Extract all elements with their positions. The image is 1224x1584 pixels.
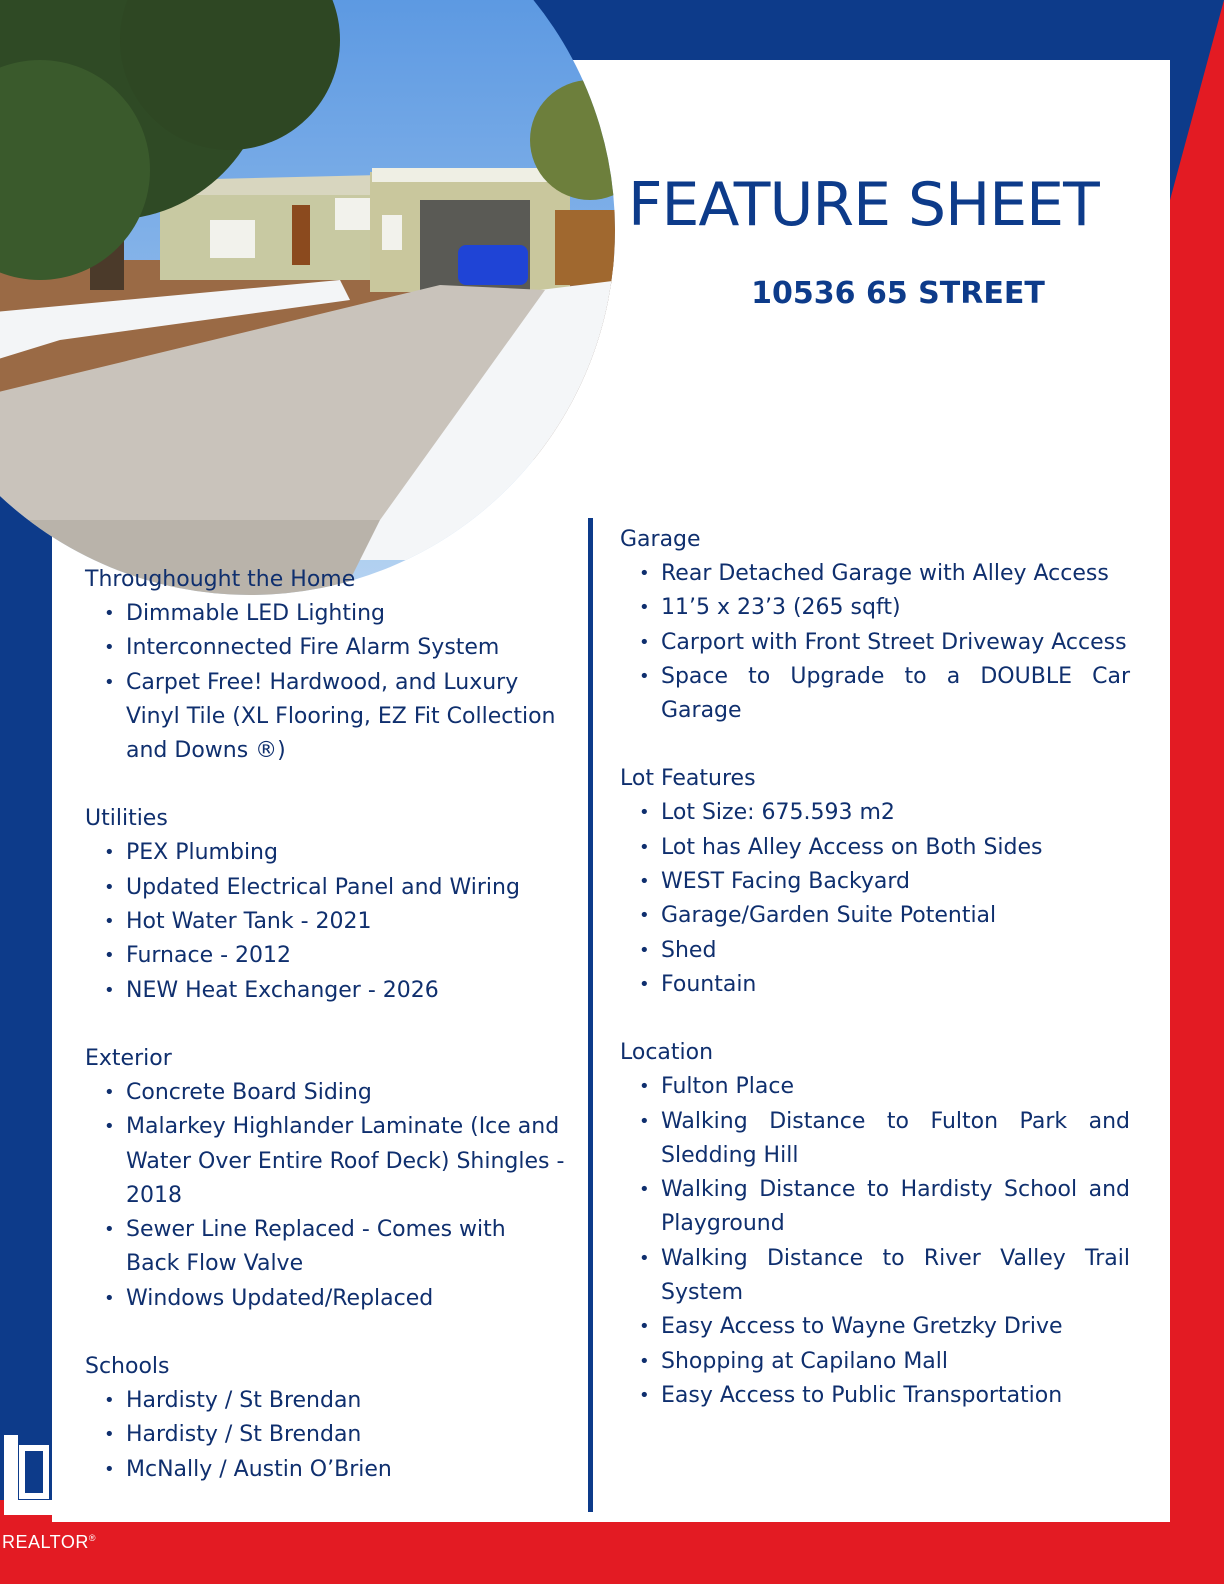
feature-list [85, 1076, 565, 1316]
section-title: Throughought the Home [85, 567, 356, 592]
list-item: • Hot Water Tank - 2021 [126, 905, 565, 939]
feature-list [620, 1070, 1130, 1413]
list-item: • Malarkey Highlander Laminate (Ice and Water Over Entire Roof Deck) Shingles - 2018 [126, 1110, 565, 1213]
list-item: • Shopping at Capilano Mall [661, 1345, 1130, 1379]
section-title: Utilities [85, 806, 168, 832]
right-column [620, 523, 1130, 1447]
list-item: • Lot Size: 675.593 m2 [661, 796, 1130, 830]
list-item: • Walking Distance to Fulton Park and Sledding Hill [661, 1105, 1130, 1174]
section-exterior [85, 1042, 565, 1316]
list-item: • Easy Access to Public Transportation [661, 1379, 1130, 1413]
list-item: • Carport with Front Street Driveway Access [661, 626, 1130, 660]
list-item: • Furnace - 2012 [126, 939, 565, 973]
feature-list [620, 557, 1130, 728]
list-item: • Hardisty / St Brendan [126, 1418, 565, 1452]
realtor-logo-icon [0, 0, 120, 1584]
list-item: • Windows Updated/Replaced [126, 1282, 565, 1316]
list-item: • Garage/Garden Suite Potential [661, 899, 1130, 933]
list-item: • Concrete Board Siding [126, 1076, 565, 1110]
list-item: • NEW Heat Exchanger - 2026 [126, 974, 565, 1008]
list-item: • Updated Electrical Panel and Wiring [126, 871, 565, 905]
feature-list [85, 597, 565, 768]
list-item: • Interconnected Fire Alarm System [126, 631, 565, 665]
section-location [620, 1036, 1130, 1413]
list-item: • Fountain [661, 968, 1130, 1002]
list-item: • Dimmable LED Lighting [126, 597, 565, 631]
section-title: Exterior [85, 1045, 172, 1071]
list-item: • Hardisty / St Brendan [126, 1384, 565, 1418]
list-item: • Shed [661, 934, 1130, 968]
section-lot-features [620, 762, 1130, 1002]
feature-list [620, 796, 1130, 1002]
section-title: Location [620, 1040, 714, 1066]
section-schools [85, 1350, 565, 1487]
list-item: • Rear Detached Garage with Alley Access [661, 557, 1130, 591]
list-item: • Walking Distance to River Valley Trail System [661, 1242, 1130, 1311]
list-item: • McNally / Austin O’Brien [126, 1453, 565, 1487]
list-item: • Space to Upgrade to a DOUBLE Car Garage [661, 660, 1130, 729]
section-home [85, 563, 565, 768]
list-item: • Carpet Free! Hardwood, and Luxury Vinyl Tile (XL Flooring, EZ Fit Collection and Downs ®) [126, 666, 565, 769]
section-garage [620, 523, 1130, 728]
feature-list [85, 1384, 565, 1487]
section-utilities [85, 802, 565, 1007]
column-divider [588, 518, 593, 1512]
list-item: • Sewer Line Replaced - Comes with Back Flow Valve [126, 1213, 565, 1282]
realtor-label [2, 1532, 96, 1553]
property-address: 10536 65 STREET [751, 276, 1045, 311]
realtor-mark: ® [88, 1533, 96, 1543]
list-item: • Walking Distance to Hardisty School and Playground [661, 1173, 1130, 1242]
list-item: • WEST Facing Backyard [661, 865, 1130, 899]
section-title: Schools [85, 1354, 170, 1380]
section-title: Garage [620, 527, 701, 552]
list-item: • 11’5 x 23’3 (265 sqft) [661, 591, 1130, 625]
section-title: Lot Features [620, 766, 756, 792]
page-title: FEATURE SHEET [628, 170, 1099, 240]
realtor-label-text: REALTOR [2, 1532, 89, 1552]
list-item: • PEX Plumbing [126, 836, 565, 870]
list-item: • Lot has Alley Access on Both Sides [661, 831, 1130, 865]
feature-list [85, 836, 565, 1007]
list-item: • Easy Access to Wayne Gretzky Drive [661, 1310, 1130, 1344]
list-item: • Fulton Place [661, 1070, 1130, 1104]
left-column [85, 563, 565, 1521]
